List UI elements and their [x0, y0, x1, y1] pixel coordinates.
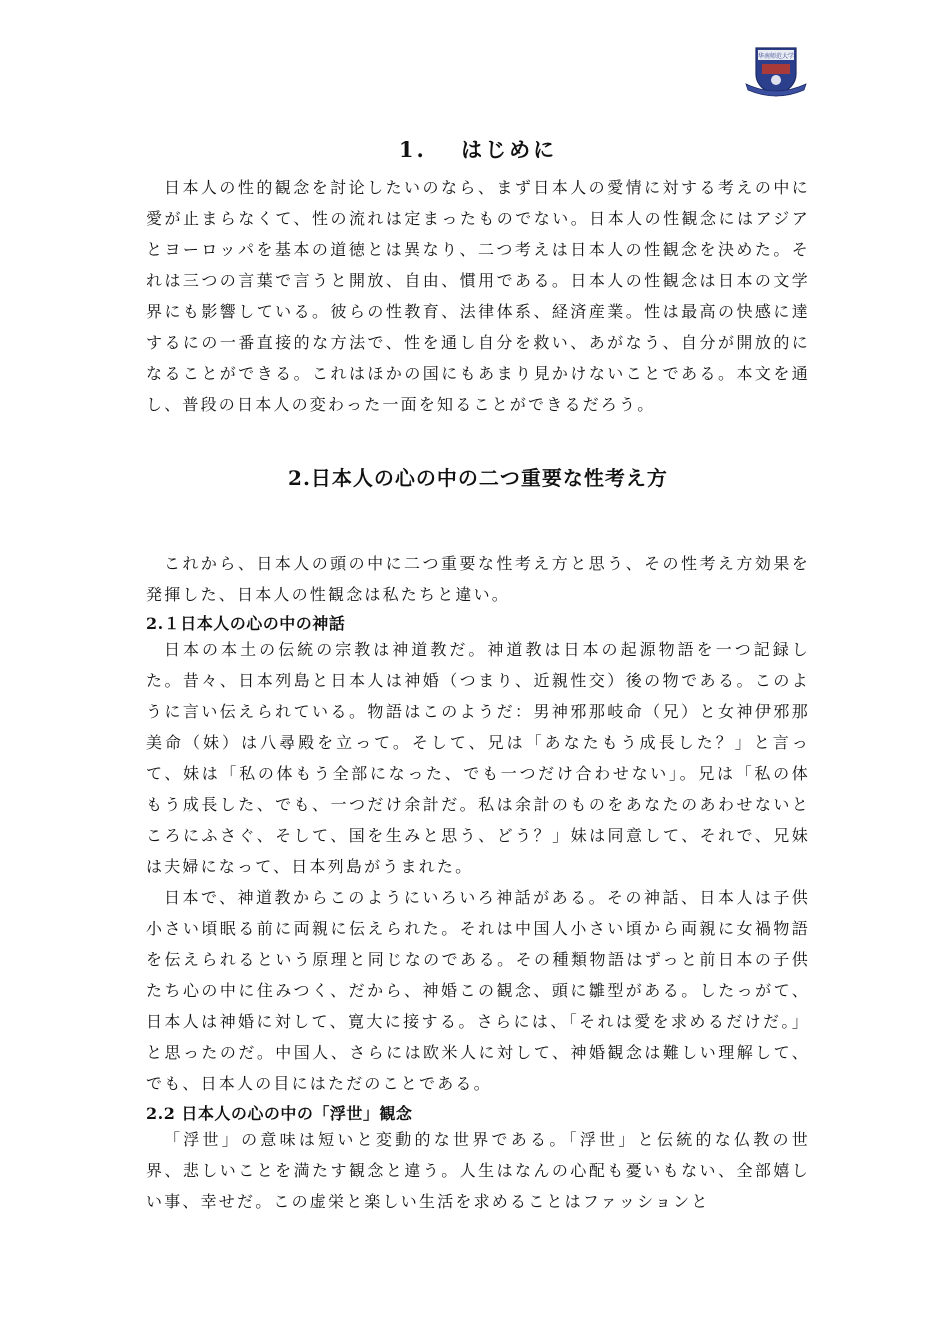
subsection-2-1-paragraph-1: 日本の本土の伝統の宗教は神道教だ。神道教は日本の起源物語を一つ記録した。昔々、日本列島と日本人は神婚（つまり、近親性交）後の物である。このように言い伝えられている。物語はこのようだ：男神邪那岐命（兄）と女神伊邪那美命（妹）は八尋殿を立って。そして、兄は「あなたもう成長した？」と言って、妹は「私の体もう全部になった、でも一つだけ合わせない」。兄は「私の体もう成長した、でも、一つだけ余計だ。私は余計のものをあなたのあわせないところにふさぐ、そして、国を生みと思う、どう？」妹は同意して、それで、兄妹は夫婦になって、日本列島がうまれた。 [146, 640, 810, 876]
subsection-2-2-heading: 2.2 日本人の心の中の「浮世」観念 [146, 1104, 413, 1123]
subsection-2-1-paragraph-2: 日本で、神道教からこのようにいろいろ神話がある。その神話、日本人は子供小さい頃眠る前に両親に伝えられた。それは中国人小さい頃から両親に女禍物語を伝えられるという原理と同じなのである。その種類物語はずっと前日本の子供たち心の中に住みつく、だから、神婚この観念、頭に雛型がある。したっがて、日本人は神婚に対して、寛大に接する。さらには、「それは愛を求めるだけだ。」と思ったのだ。中国人、さらには欧米人に対して、神婚観念は難しい理解して、でも、日本人の目にはただのことである。 [146, 888, 810, 1093]
section-1-body [146, 172, 810, 420]
section-2-intro: これから、日本人の頭の中に二つ重要な性考え方と思う、その性考え方効果を発揮した、日本人の性観念は私たちと違い。 [146, 554, 810, 604]
subsection-2-1-body [146, 634, 810, 1099]
university-crest-icon [744, 44, 808, 100]
section-1-paragraph: 日本人の性的観念を討论したいのなら、まず日本人の愛情に対する考えの中に愛が止まらなくて、性の流れは定まったものでない。日本人の性観念にはアジアとヨーロッパを基本の道徳とは異なり、二つ考えは日本人の性観念を決めた。それは三つの言葉で言うと開放、自由、慣用である。日本人の性観念は日本の文学界にも影響している。彼らの性教育、法律体系、経済産業。性は最高の快感に達するにの一番直接的な方法で、性を通し自分を救い、あがなう、自分が開放的になることができる。これはほかの国にもあまり見かけないことである。本文を通し、普段の日本人の変わった一面を知ることができるだろう。 [146, 178, 810, 414]
crest-text: 华南师范大学 [757, 53, 795, 60]
section-2-intro-block [146, 548, 810, 610]
subsection-2-1-heading: 2.１日本人の心の中の神話 [146, 614, 346, 633]
subsection-2-2-paragraph-1: 「浮世」の意味は短いと変動的な世界である。「浮世」と伝統的な仏教の世界、悲しいことを満たす観念と違う。人生はなんの心配も憂いもない、全部嬉しい事、幸せだ。この虚栄と楽しい生活を求めることはファッションと [146, 1130, 810, 1211]
subsection-2-2-body [146, 1124, 810, 1217]
section-2-heading: 2.日本人の心の中の二つ重要な性考え方 [288, 466, 668, 490]
section-1-heading: 1. はじめに [398, 137, 558, 162]
